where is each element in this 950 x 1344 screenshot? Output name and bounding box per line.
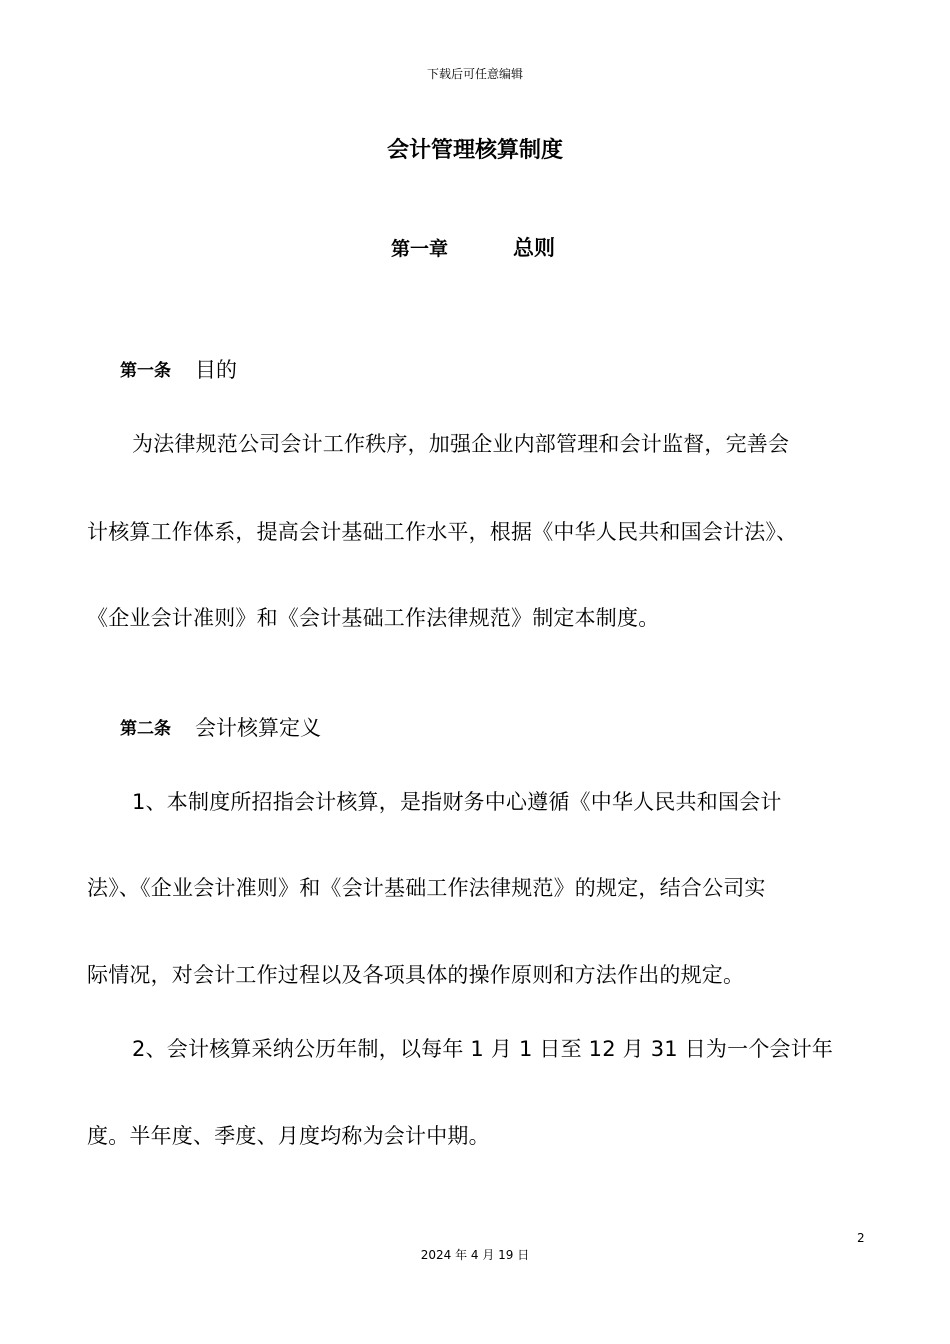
article-1-line-3: 《企业会计准则》和《会计基础工作法律规范》制定本制度。	[87, 606, 660, 630]
article-2-line-2: 法》、《企业会计准则》和《会计基础工作法律规范》的规定，结合公司实	[87, 876, 766, 900]
page-number: 2	[857, 1231, 865, 1245]
chapter-name: 总则	[513, 236, 555, 260]
article-1-line-1: 为法律规范公司会计工作秩序，加强企业内部管理和会计监督，完善会	[132, 432, 790, 456]
article-1-number: 第一条	[120, 361, 171, 381]
document-title: 会计管理核算制度	[386, 138, 563, 163]
article-2-number: 第二条	[120, 719, 171, 739]
article-1-name: 目的	[195, 358, 237, 382]
article-2-line-1: 1、本制度所招指会计核算，是指财务中心遵循《中华人民共和国会计	[132, 790, 782, 814]
article-2-line-4: 2、会计核算采纳公历年制，以每年 1 月 1 日至 12 月 31 日为一个会计年	[132, 1037, 834, 1061]
article-2-name: 会计核算定义	[195, 716, 321, 740]
article-2-line-3: 际情况，对会计工作过程以及各项具体的操作原则和方法作出的规定。	[87, 963, 745, 987]
article-2-line-5: 度。半年度、季度、月度均称为会计中期。	[87, 1124, 490, 1148]
header-note: 下载后可任意编辑	[426, 67, 523, 81]
article-1-line-2: 计核算工作体系，提高会计基础工作水平，根据《中华人民共和国会计法》、	[87, 520, 798, 544]
chapter-number: 第一章	[391, 238, 449, 260]
footer-date: 2024 年 4 月 19 日	[420, 1248, 530, 1262]
